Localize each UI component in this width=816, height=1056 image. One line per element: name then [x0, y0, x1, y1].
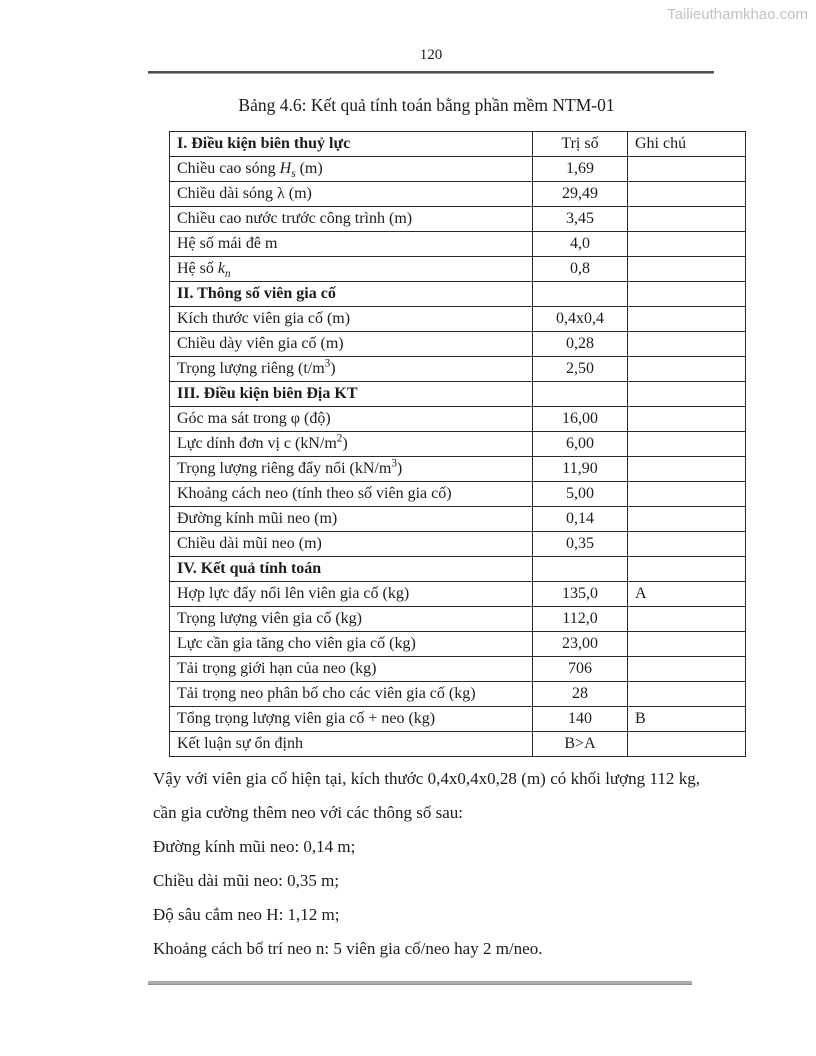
row-note	[628, 182, 746, 207]
row-label: Tổng trọng lượng viên gia cố + neo (kg)	[170, 707, 533, 732]
table-row	[170, 582, 746, 607]
table-row	[170, 232, 746, 257]
table-row	[170, 307, 746, 332]
row-note	[628, 157, 746, 182]
row-value: 0,35	[533, 532, 628, 557]
row-note	[628, 457, 746, 482]
row-value: 112,0	[533, 607, 628, 632]
row-value: 23,00	[533, 632, 628, 657]
table-row	[170, 432, 746, 457]
row-note	[628, 282, 746, 307]
body-paragraph: Vậy với viên gia cố hiện tại, kích thước 0,4x0,4x0,28 (m) có khối lượng 112 kg, cần gia cường thêm neo với các thông số sau:	[153, 769, 700, 822]
table-row	[170, 207, 746, 232]
body-paragraph: Độ sâu cắm neo H: 1,12 m;	[153, 905, 340, 924]
row-note	[628, 407, 746, 432]
row-note	[628, 382, 746, 407]
row-value: 16,00	[533, 407, 628, 432]
body-paragraph: Khoảng cách bố trí neo n: 5 viên gia cố/neo hay 2 m/neo.	[153, 939, 543, 958]
row-value: 11,90	[533, 457, 628, 482]
row-label: Hệ số mái đê m	[170, 232, 533, 257]
table-row	[170, 732, 746, 757]
table-row	[170, 182, 746, 207]
table-row	[170, 632, 746, 657]
row-note	[628, 257, 746, 282]
row-label: IV. Kết quả tính toán	[170, 557, 533, 582]
row-value: 706	[533, 657, 628, 682]
row-label: Chiều cao nước trước công trình (m)	[170, 207, 533, 232]
row-note	[628, 732, 746, 757]
row-label: Chiều dài mũi neo (m)	[170, 532, 533, 557]
row-value	[533, 557, 628, 582]
row-label: Kích thước viên gia cố (m)	[170, 307, 533, 332]
row-note	[628, 682, 746, 707]
table-row	[170, 532, 746, 557]
results-table-container	[169, 131, 746, 757]
table-row	[170, 332, 746, 357]
page-number: 120	[419, 47, 443, 63]
row-label: Đường kính mũi neo (m)	[170, 507, 533, 532]
row-label: Khoảng cách neo (tính theo số viên gia cố)	[170, 482, 533, 507]
row-note	[628, 482, 746, 507]
row-note	[628, 207, 746, 232]
row-note: Ghi chú	[628, 132, 746, 157]
row-note	[628, 307, 746, 332]
watermark: Tailieuthamkhao.com	[667, 6, 808, 23]
row-note: A	[628, 582, 746, 607]
row-note	[628, 432, 746, 457]
row-label: I. Điều kiện biên thuỷ lực	[170, 132, 533, 157]
row-note	[628, 357, 746, 382]
results-table-body	[170, 132, 746, 757]
table-row	[170, 557, 746, 582]
row-value: 0,14	[533, 507, 628, 532]
table-row	[170, 657, 746, 682]
table-row	[170, 257, 746, 282]
row-label: Trọng lượng riêng đẩy nổi $(kN/m^3)$	[170, 457, 533, 482]
row-label: Trọng lượng riêng $(t/m^3)$	[170, 357, 533, 382]
row-note	[628, 557, 746, 582]
table-row	[170, 407, 746, 432]
conclusion-text	[153, 762, 700, 966]
body-paragraph: Đường kính mũi neo: 0,14 m;	[153, 837, 356, 856]
row-value: 4,0	[533, 232, 628, 257]
body-paragraph: Chiều dài mũi neo: 0,35 m;	[153, 871, 340, 890]
row-value: 5,00	[533, 482, 628, 507]
row-label: Trọng lượng viên gia cố (kg)	[170, 607, 533, 632]
row-note	[628, 657, 746, 682]
table-row	[170, 707, 746, 732]
row-label: Chiều dày viên gia cố (m)	[170, 332, 533, 357]
table-row	[170, 482, 746, 507]
row-value: 0,4x0,4	[533, 307, 628, 332]
table-row	[170, 157, 746, 182]
table-row	[170, 457, 746, 482]
row-label: Lực dính đơn vị c $(kN/m^2)$	[170, 432, 533, 457]
row-value: 29,49	[533, 182, 628, 207]
results-table	[169, 131, 746, 757]
row-note	[628, 532, 746, 557]
row-value: B>A	[533, 732, 628, 757]
row-value: 0,8	[533, 257, 628, 282]
row-value: Trị số	[533, 132, 628, 157]
row-value: 3,45	[533, 207, 628, 232]
table-row	[170, 132, 746, 157]
row-value: 135,0	[533, 582, 628, 607]
row-value: 1,69	[533, 157, 628, 182]
row-label: Tải trọng giới hạn của neo (kg)	[170, 657, 533, 682]
row-value: 2,50	[533, 357, 628, 382]
row-value: 28	[533, 682, 628, 707]
header-rule	[148, 71, 714, 74]
row-note	[628, 607, 746, 632]
row-label: Tải trọng neo phân bố cho các viên gia cố (kg)	[170, 682, 533, 707]
row-value: 6,00	[533, 432, 628, 457]
row-value: 0,28	[533, 332, 628, 357]
row-label: II. Thông số viên gia cố	[170, 282, 533, 307]
table-row	[170, 357, 746, 382]
row-note	[628, 507, 746, 532]
row-note	[628, 332, 746, 357]
row-label: Hợp lực đẩy nổi lên viên gia cố (kg)	[170, 582, 533, 607]
row-label: Chiều cao sóng $H_s$ (m)	[170, 157, 533, 182]
row-label: Hệ số $k_n$	[170, 257, 533, 282]
table-row	[170, 607, 746, 632]
table-row	[170, 282, 746, 307]
row-label: Góc ma sát trong φ (độ)	[170, 407, 533, 432]
row-note: B	[628, 707, 746, 732]
row-label: Kết luận sự ổn định	[170, 732, 533, 757]
table-row	[170, 382, 746, 407]
row-label: III. Điều kiện biên Địa KT	[170, 382, 533, 407]
table-row	[170, 682, 746, 707]
table-row	[170, 507, 746, 532]
row-value: 140	[533, 707, 628, 732]
row-note	[628, 632, 746, 657]
row-label: Chiều dài sóng λ (m)	[170, 182, 533, 207]
row-note	[628, 232, 746, 257]
row-value	[533, 282, 628, 307]
footer-rule	[148, 981, 692, 985]
row-label: Lực cần gia tăng cho viên gia cố (kg)	[170, 632, 533, 657]
row-value	[533, 382, 628, 407]
table-caption: Bảng 4.6: Kết quả tính toán bằng phần mềm NTM-01	[238, 95, 615, 115]
